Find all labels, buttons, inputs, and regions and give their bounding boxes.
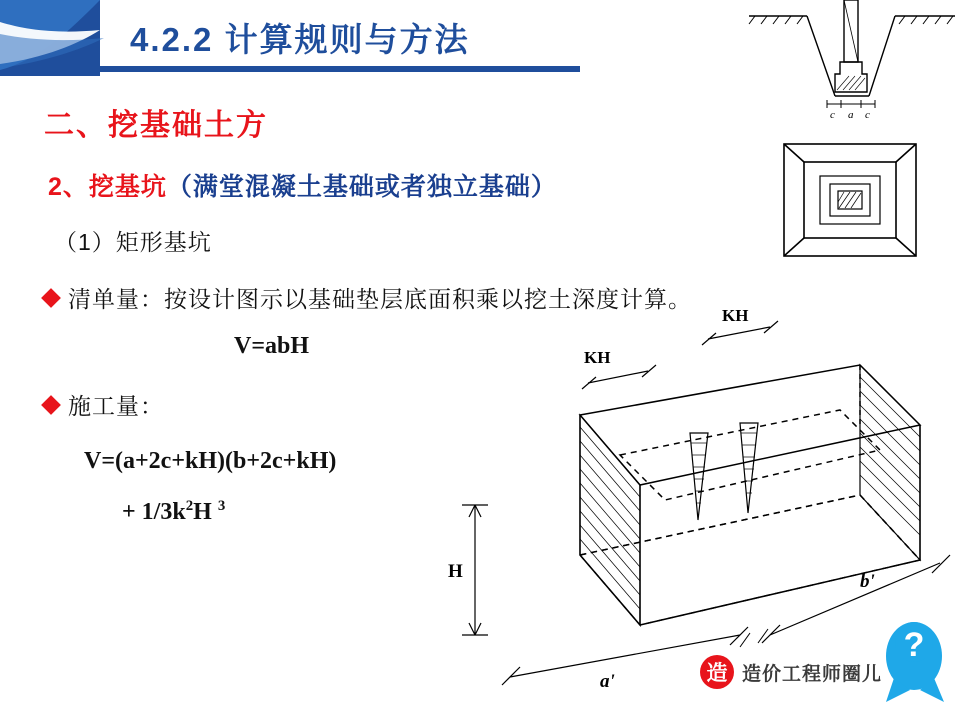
bullet-item-2-text: 施工量： (68, 393, 164, 419)
header-wave-decoration (0, 0, 140, 76)
page-title: 4.2.2 计算规则与方法 (130, 21, 470, 58)
svg-text:a': a' (600, 671, 615, 692)
section-heading: 二、挖基础土方 (44, 109, 268, 142)
formula-3-sup2: 3 (217, 498, 226, 514)
header-underline (100, 66, 580, 72)
trench-section-diagram (745, 0, 960, 125)
subsection-note: （满堂混凝土基础或者独立基础） (166, 173, 557, 201)
formula-clearing-quantity: V=abH (234, 333, 310, 359)
diamond-bullet-icon (41, 288, 61, 308)
watermark (700, 655, 882, 689)
svg-text:H: H (448, 561, 463, 582)
bullet-item-1-text: 清单量：按设计图示以基础垫层底面积乘以挖土深度计算。 (68, 286, 692, 312)
formula-3-sup1: 2 (185, 498, 194, 514)
svg-text:c: c (865, 109, 870, 120)
watermark-text: 造价工程师圈儿 (742, 663, 883, 685)
svg-text:KH: KH (584, 348, 611, 367)
subsection-number: 2、挖基坑 (48, 173, 167, 201)
formula-construction-quantity-line2 (122, 498, 225, 526)
qq-penguin-logo (880, 612, 952, 712)
diamond-bullet-icon (41, 395, 61, 415)
svg-text:KH: KH (722, 306, 749, 325)
subsection-heading (48, 167, 557, 203)
pit-plan-diagram (780, 140, 920, 265)
svg-text:c: c (830, 109, 835, 120)
bullet-item-2 (44, 388, 164, 421)
formula-3-prefix: + 1/3k (122, 499, 186, 525)
formula-3-mid: H (193, 499, 212, 525)
svg-text:?: ? (903, 626, 925, 664)
formula-construction-quantity-line1: V=(a+2c+kH)(b+2c+kH) (84, 448, 337, 474)
svg-text:a: a (848, 109, 854, 120)
svg-text:b': b' (860, 571, 875, 592)
item-1-label: （1）矩形基坑 (54, 229, 212, 255)
slide-header (0, 0, 590, 76)
watermark-badge-icon: 造 (700, 655, 734, 689)
